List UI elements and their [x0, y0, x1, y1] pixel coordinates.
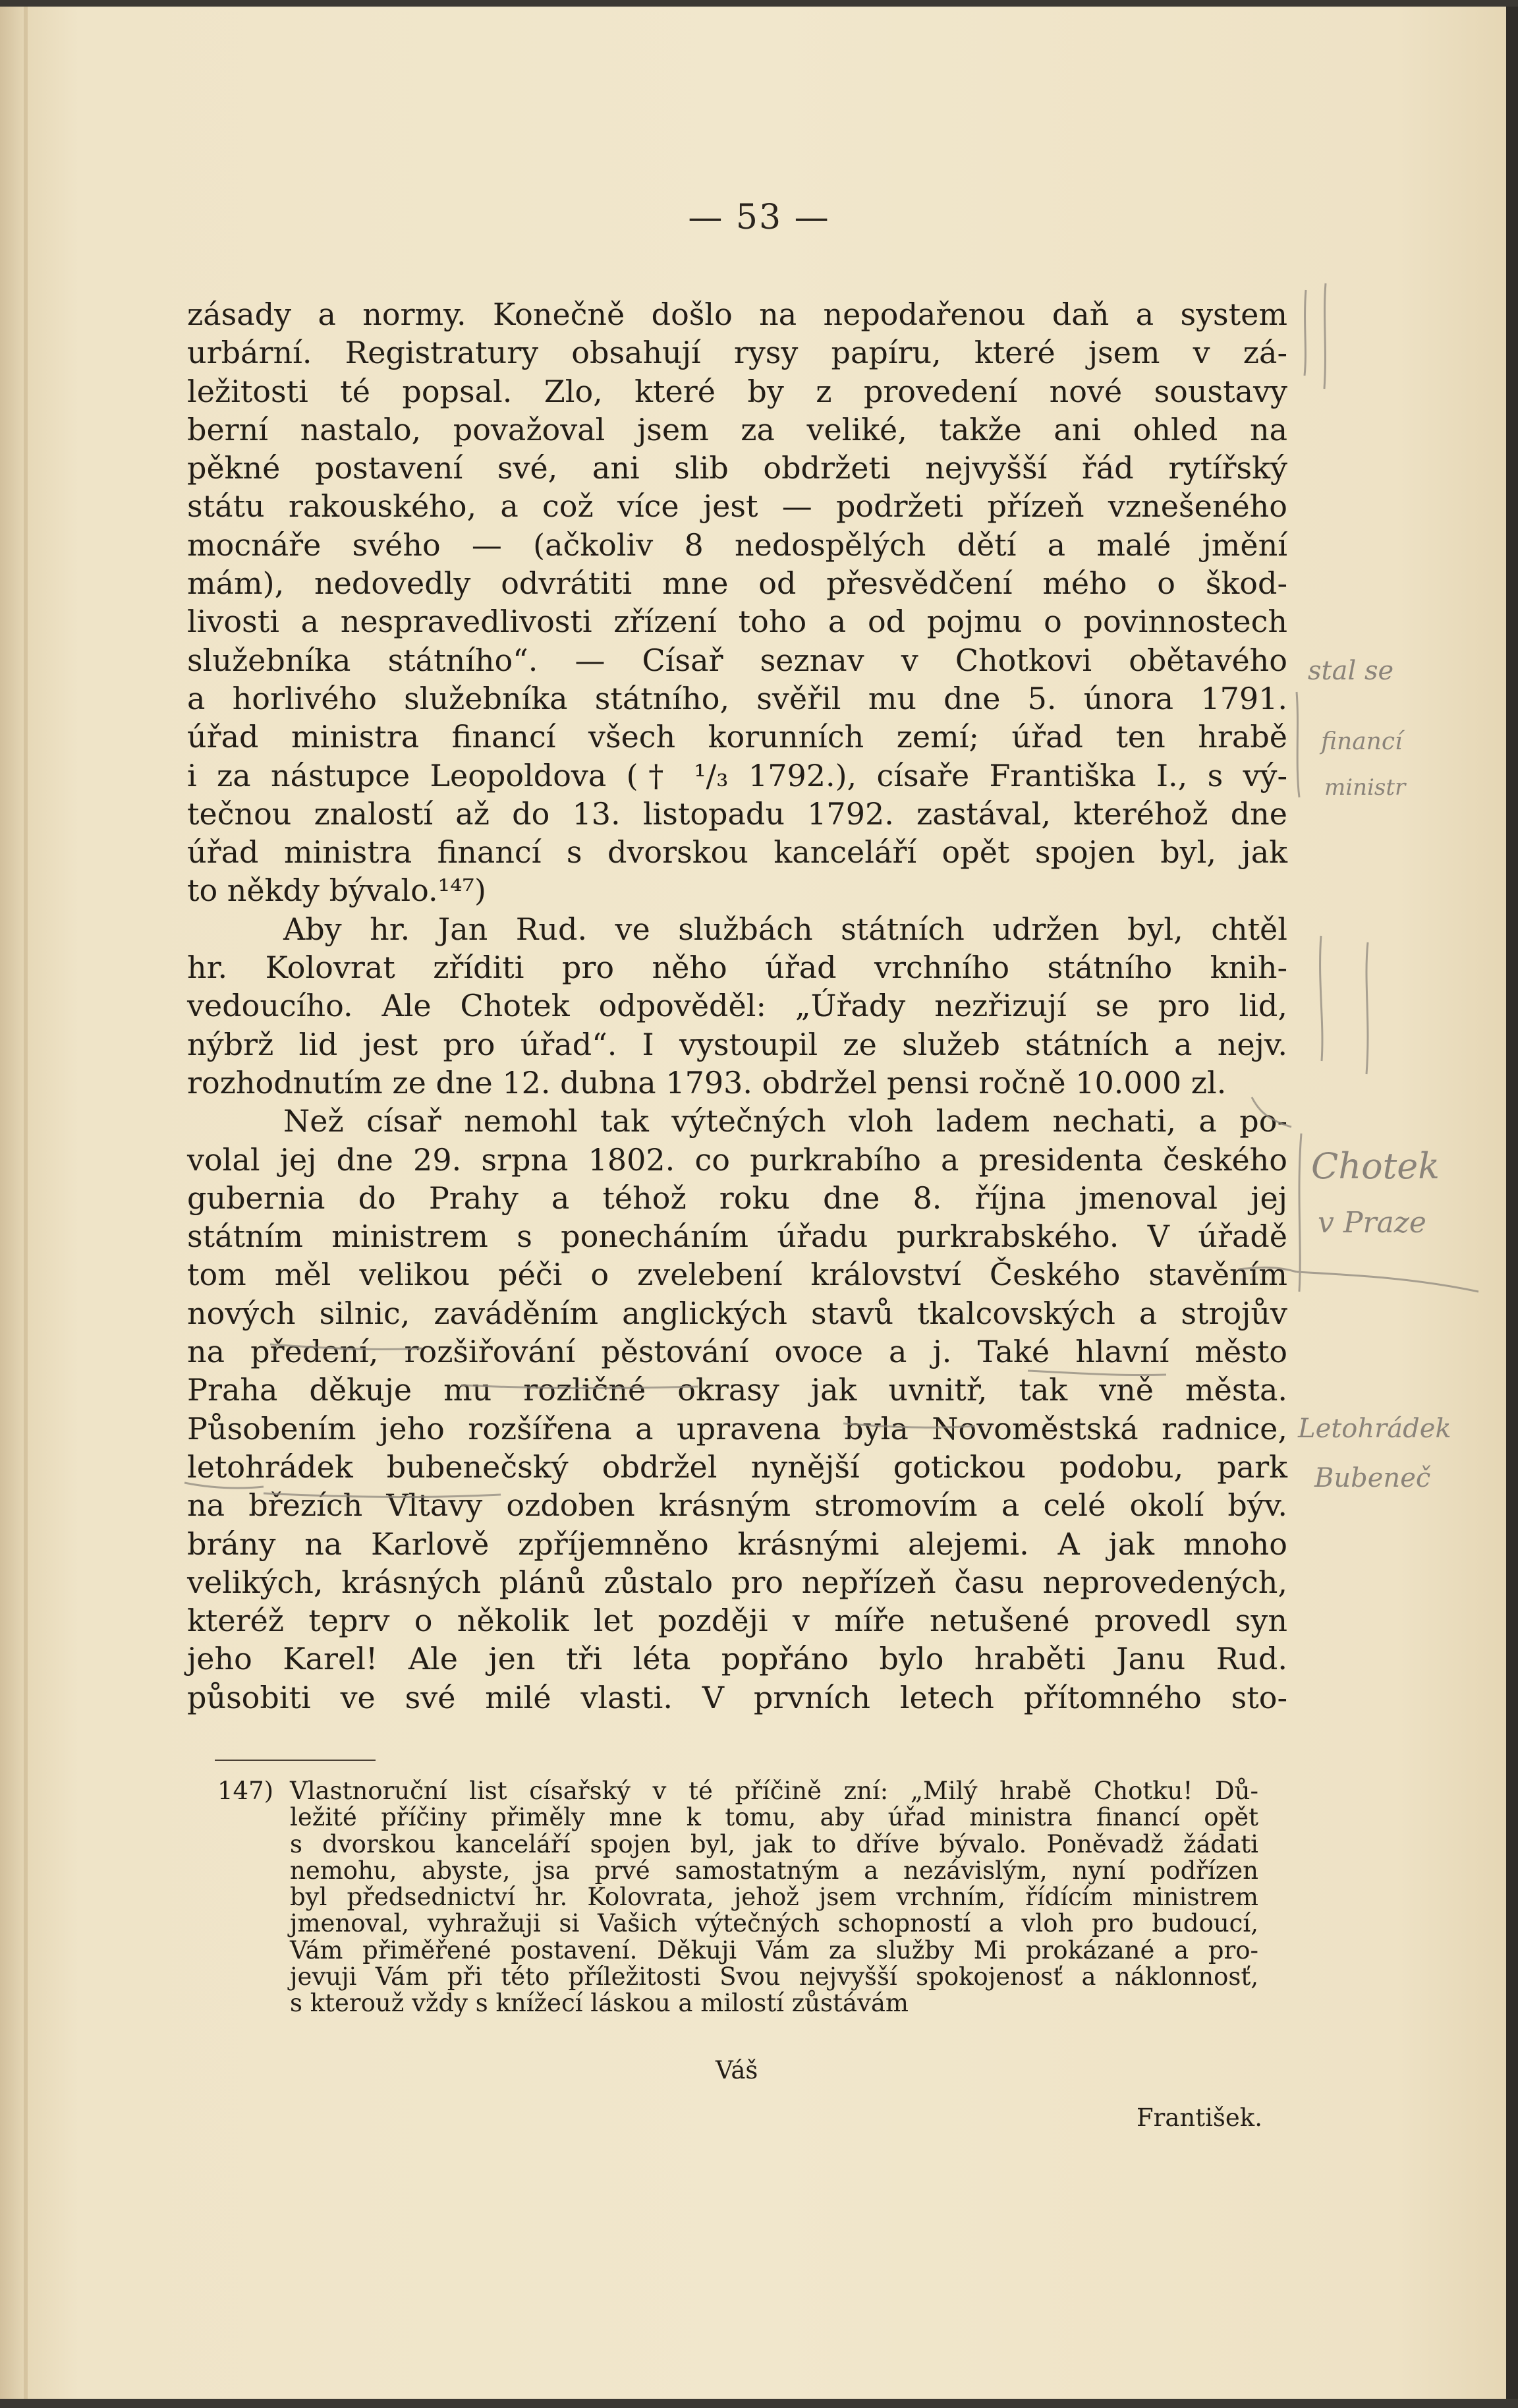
text-line: berní nastalo, považoval jsem za veliké, takže ani ohled na: [187, 411, 1287, 447]
text-line: úřad ministra financí všech korunních zemí; úřad ten hrabě: [187, 719, 1287, 755]
text-line: zásady a normy. Konečně došlo na nepodařenou daň a system: [187, 297, 1287, 332]
text-underline-mark: [184, 1483, 264, 1488]
text-line: státním ministrem s ponecháním úřadu purkrabského. V úřadě: [187, 1218, 1287, 1255]
footnote-line: byl předsednictví hr. Kolovrata, jehož jsem vrchním, řídícím ministrem: [290, 1883, 1258, 1912]
margin-bracket-mark: [1305, 290, 1306, 376]
footnote-closing: Váš: [716, 2056, 758, 2084]
text-line: livosti a nespravedlivosti zřízení toho a od pojmu o povinnostech: [187, 604, 1287, 640]
text-underline-mark: [843, 1423, 975, 1427]
margin-underline-mark: [1239, 1267, 1297, 1272]
margin-bracket-mark: [1299, 1133, 1301, 1292]
text-line: ležitosti té popsal. Zlo, které by z provedení nové soustavy: [187, 373, 1287, 409]
text-line: hr. Kolovrat zříditi pro něho úřad vrchního státního knih-: [187, 950, 1287, 986]
text-line: Praha děkuje mu rozličné okrasy jak uvnitř, tak vně města.: [187, 1372, 1287, 1408]
text-line: jeho Karel! Ale jen tři léta popřáno bylo hraběti Janu Rud.: [187, 1641, 1287, 1677]
text-line: státu rakouského, a což více jest — podržeti přízeň vznešeného: [187, 488, 1287, 525]
text-underline-mark: [1028, 1371, 1166, 1375]
text-line: Aby hr. Jan Rud. ve službách státních udržen byl, chtěl: [283, 911, 1287, 947]
text-line: rozhodnutím ze dne 12. dubna 1793. obdržel pensi ročně 10.000 zl.: [187, 1064, 1227, 1101]
text-line: kteréž teprv o několik let později v míře netušené provedl syn: [187, 1603, 1287, 1639]
text-line: na březích Vltavy ozdoben krásným stromovím a celé okolí býv.: [187, 1487, 1287, 1524]
pencil-note: ministr: [1324, 774, 1406, 801]
footnote-line: Vám přiměřené postavení. Děkuji Vám za služby Mi prokázané a pro-: [290, 1935, 1258, 1964]
text-line: nýbrž lid jest pro úřad“. I vystoupil ze služeb státních a nejv.: [187, 1026, 1287, 1062]
pencil-note: financí: [1321, 728, 1403, 755]
text-line: úřad ministra financí s dvorskou kanceláří opět spojen byl, jak: [187, 834, 1287, 871]
footnote-line: jevuji Vám při této příležitosti Svou nejvyšší spokojenosť a náklonnosť,: [290, 1963, 1258, 1992]
text-line: mocnáře svého — (ačkoliv 8 nedospělých dětí a malé jmění: [187, 527, 1287, 563]
text-underline-mark: [264, 1493, 501, 1497]
text-line: vedoucího. Ale Chotek odpověděl: „Úřady nezřizují se pro lid,: [187, 988, 1287, 1024]
margin-tick-mark: [1252, 1097, 1291, 1127]
text-line: služebníka státního“. — Císař seznav v Chotkovi obětavého: [187, 642, 1287, 678]
text-line: i za nástupce Leopoldova († ¹/₃ 1792.), císaře Františka I., s vý-: [187, 757, 1287, 793]
pencil-note: stal se: [1308, 656, 1394, 686]
text-line: mám), nedovedly odvrátiti mne od přesvědčení mého o škod-: [187, 565, 1287, 602]
footnote-line-text: Vlastnoruční list císařský v té příčině zní: „Milý hrabě Chotku! Dů-: [290, 1777, 1258, 1805]
text-line: brány na Karlově zpříjemněno krásnými alejemi. A jak mnoho: [187, 1526, 1287, 1562]
footnote-line: s kterouž vždy s knížecí láskou a milostí zůstávám: [290, 1989, 909, 2018]
pencil-note: Chotek: [1311, 1145, 1440, 1187]
pencil-note: Bubeneč: [1314, 1463, 1431, 1493]
book-page: [0, 7, 1518, 2399]
text-line: na předení, rozšiřování pěstování ovoce a j. Také hlavní město: [187, 1334, 1287, 1370]
footnote-line: nemohu, abyste, jsa prvé samostatným a nezávislým, nyní podřízen: [290, 1856, 1258, 1885]
text-line: to někdy bývalo.¹⁴⁷): [187, 873, 486, 909]
margin-underline-mark: [1297, 1272, 1478, 1292]
pencil-note: v Praze: [1318, 1206, 1426, 1240]
text-underline-mark: [461, 1385, 698, 1388]
margin-bracket-mark: [1366, 942, 1368, 1074]
text-line: urbární. Registratury obsahují rysy papíru, které jsem v zá-: [187, 335, 1287, 371]
margin-bracket-mark: [1320, 936, 1322, 1061]
footnote-line: jmenoval, vyhražuji si Vašich výtečných schopností a vloh pro budoucí,: [290, 1909, 1258, 1938]
margin-bracket-mark: [1324, 283, 1326, 389]
text-line: pěkné postavení své, ani slib obdržeti nejvyšší řád rytířský: [187, 450, 1287, 486]
footnote-line: s dvorskou kanceláří spojen byl, jak to dříve bývalo. Poněvadž žádati: [290, 1829, 1258, 1858]
text-line: nových silnic, zaváděním anglických stavů tkalcovských a strojův: [187, 1295, 1287, 1331]
margin-bracket-mark: [1297, 692, 1299, 797]
text-line: volal jej dne 29. srpna 1802. co purkrabího a presidenta českého: [187, 1141, 1287, 1178]
text-line: letohrádek bubenečský obdržel nynější gotickou podobu, park: [187, 1448, 1287, 1485]
pencil-marks: [0, 7, 1518, 2399]
text-line: Než císař nemohl tak výtečných vloh ladem nechati, a po-: [283, 1103, 1287, 1139]
footnote-signature: František.: [1136, 2104, 1262, 2132]
text-line: a horlivého služebníka státního, svěřil mu dne 5. února 1791.: [187, 680, 1287, 716]
text-line: velikých, krásných plánů zůstalo pro nepřízeň času neprovedených,: [187, 1564, 1287, 1600]
text-underline-mark: [270, 1344, 422, 1349]
text-line: tom měl velikou péči o zvelebení království Českého stavěním: [187, 1257, 1287, 1293]
footnote-line: ležité příčiny přiměly mne k tomu, aby úřad ministra financí opět: [290, 1803, 1258, 1832]
text-line: Působením jeho rozšířena a upravena byla Novoměstská radnice,: [187, 1410, 1287, 1447]
text-line: tečnou znalostí až do 13. listopadu 1792. zastával, kteréhož dne: [187, 795, 1287, 832]
pencil-note: Letohrádek: [1298, 1414, 1451, 1444]
text-line: působiti ve své milé vlasti. V prvních letech přítomného sto-: [187, 1679, 1287, 1715]
text-line: gubernia do Prahy a téhož roku dne 8. října jmenoval jej: [187, 1180, 1287, 1216]
page-number: — 53 —: [688, 198, 830, 237]
footnote-number: 147): [217, 1777, 274, 1805]
